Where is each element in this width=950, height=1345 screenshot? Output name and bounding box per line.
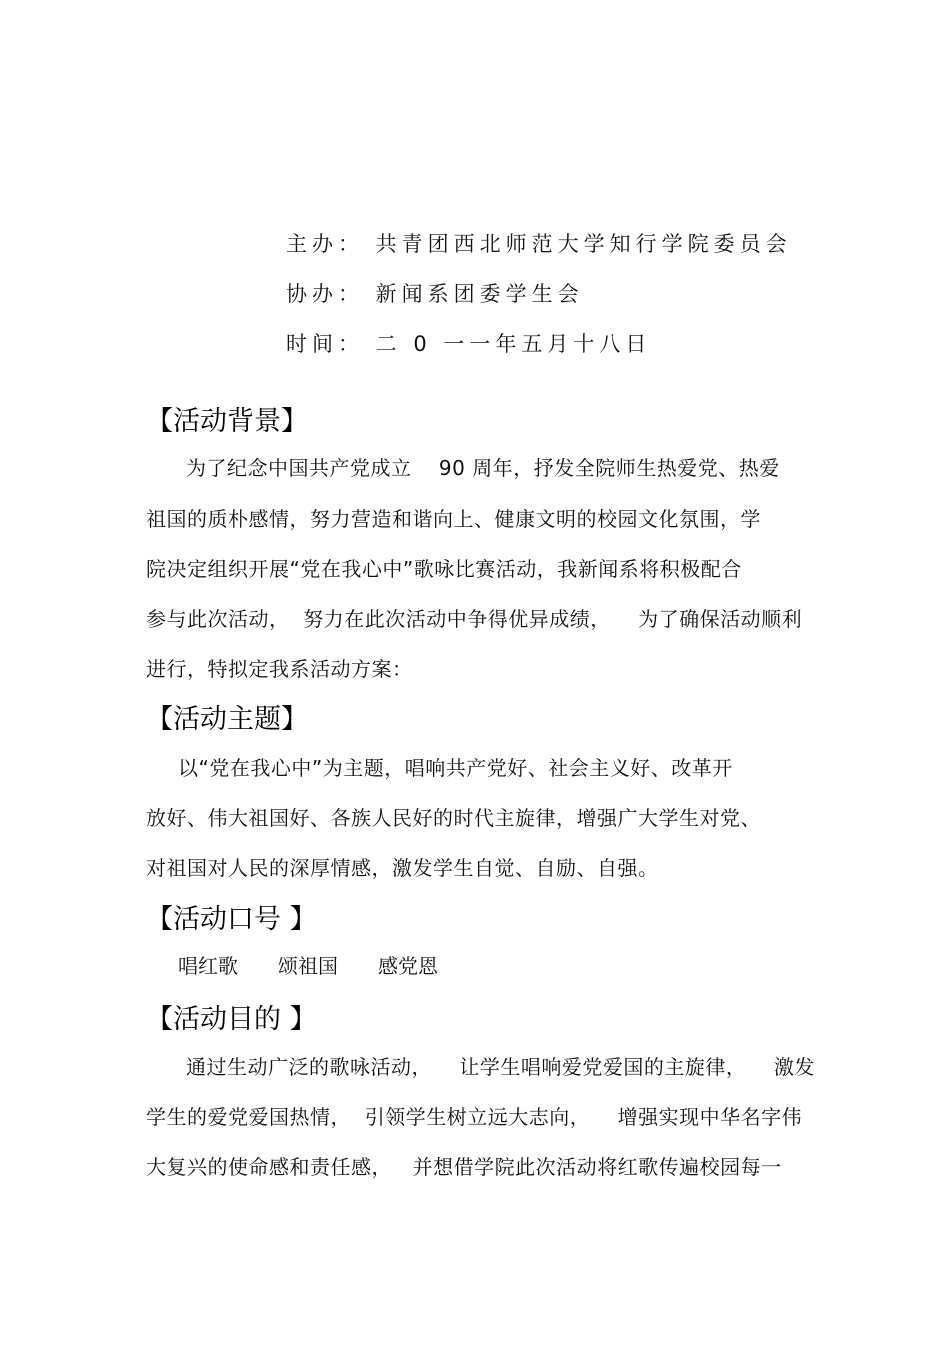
section-heading-purpose: 【活动目的 】 <box>146 1004 317 1035</box>
section-heading-theme: 【活动主题】 <box>146 704 308 735</box>
paragraph-line: 祖国的质朴感情，努力营造和谐向上、健康文明的校园文化氛围，学 <box>146 507 761 531</box>
section-heading-slogan: 【活动口号 】 <box>146 904 317 935</box>
paragraph-line: 参与此次活动， 努力在此次活动中争得优异成绩， 为了确保活动顺利 <box>146 607 803 631</box>
paragraph-line: 放好、伟大祖国好、各族人民好的时代主旋律，增强广大学生对党、 <box>146 806 761 830</box>
slogan-item: 唱红歌 <box>178 954 238 978</box>
paragraph-line: 学生的爱党爱国热情， 引领学生树立远大志向， 增强实现中华名字伟 <box>146 1105 803 1129</box>
slogan-item: 颂祖国 <box>278 954 338 978</box>
paragraph-line: 进行，特拟定我系活动方案： <box>146 657 413 681</box>
paragraph-line: 为了纪念中国共产党成立 90 周年，抒发全院师生热爱党、热爱 <box>186 456 780 480</box>
section-heading-background: 【活动背景】 <box>146 406 308 437</box>
paragraph-line: 通过生动广泛的歌咏活动， 让学生唱响爱党爱国的主旋律， 激发 <box>186 1055 815 1079</box>
organizer-line: 主办： 共青团西北师范大学知行学院委员会 <box>286 232 792 256</box>
paragraph-line: 大复兴的使命感和责任感， 并想借学院此次活动将红歌传遍校园每一 <box>146 1155 782 1179</box>
co-organizer-line: 协办： 新闻系团委学生会 <box>286 282 584 306</box>
paragraph-line: 对祖国对人民的深厚情感，激发学生自觉、自励、自强。 <box>146 856 659 880</box>
date-line: 时间： 二 0 一一年五月十八日 <box>286 332 652 356</box>
slogan-item: 感党恩 <box>378 954 438 978</box>
paragraph-line: 院决定组织开展“党在我心中”歌咏比赛活动，我新闻系将积极配合 <box>146 557 742 581</box>
paragraph-line: 以“党在我心中”为主题，唱响共产党好、社会主义好、改革开 <box>178 756 733 780</box>
